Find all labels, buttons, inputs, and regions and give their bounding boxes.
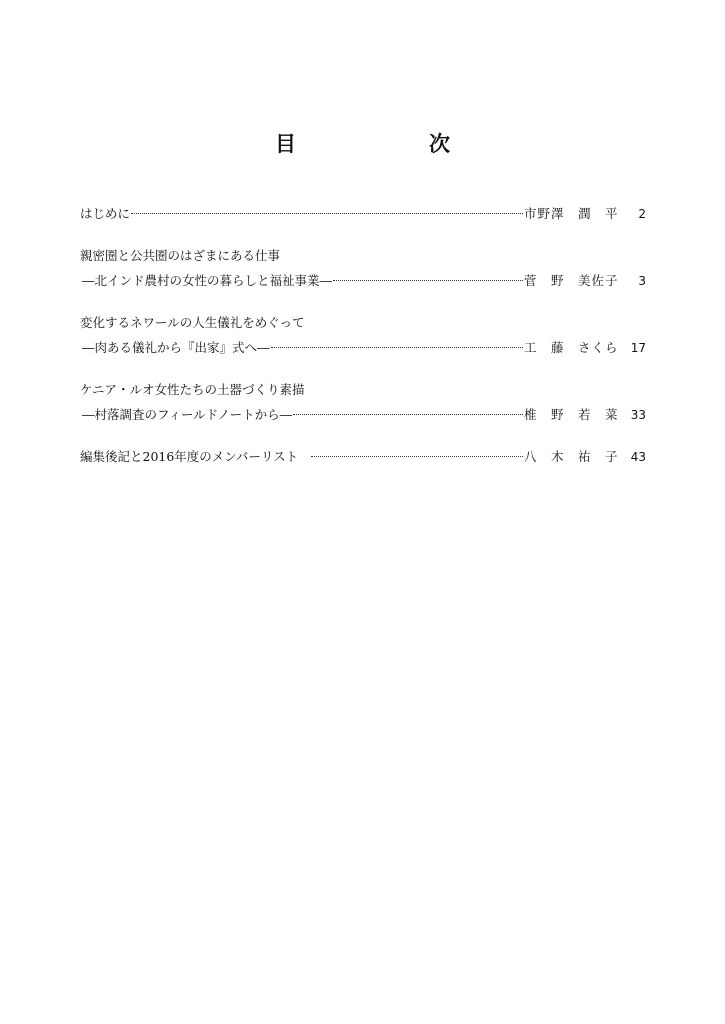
- toc-entry-subtitle: ―北インド農村の女性の暮らしと福祉事業―: [82, 273, 333, 288]
- page-title: 目 次: [275, 132, 506, 156]
- toc-entry-author: 椎 野 若 菜: [524, 407, 619, 422]
- dot-leader: [311, 456, 523, 457]
- toc-entry-subtitle: ―村落調査のフィールドノートから―: [82, 407, 293, 422]
- toc-entry-page-number: 33: [630, 408, 646, 422]
- toc-line[interactable]: [80, 338, 646, 358]
- table-of-contents: [80, 204, 646, 489]
- toc-entry-author: 市野澤 潤 平: [524, 206, 619, 221]
- toc-entry-page-number: 43: [630, 450, 646, 464]
- toc-line[interactable]: [80, 204, 646, 224]
- toc-entry-article: [80, 313, 646, 358]
- toc-line[interactable]: [80, 405, 646, 425]
- dot-leader: [271, 347, 523, 348]
- toc-entry-title: はじめに: [80, 206, 131, 221]
- toc-entry-author: 八 木 祐 子: [524, 449, 619, 464]
- toc-entry-page-number: 2: [638, 207, 646, 221]
- dot-leader: [333, 280, 523, 281]
- toc-entry-author: 工 藤 さくら: [524, 340, 619, 355]
- toc-entry-article: [80, 246, 646, 291]
- toc-entry-heading: 親密圏と公共圏のはざまにある仕事: [80, 248, 281, 263]
- toc-entry-heading: 変化するネワールの人生儀礼をめぐって: [80, 315, 305, 330]
- toc-entry-article: [80, 380, 646, 425]
- dot-leader: [131, 213, 523, 214]
- toc-entry-page-number: 17: [630, 341, 646, 355]
- toc-entry-heading: ケニア・ルオ女性たちの土器づくり素描: [80, 382, 305, 397]
- toc-entry-subtitle: ―肉ある儀礼から『出家』式へ―: [82, 340, 270, 355]
- dot-leader: [293, 414, 523, 415]
- toc-entry-title: 編集後記と2016年度のメンバーリスト: [80, 449, 299, 464]
- toc-entry-introduction: [80, 204, 646, 224]
- toc-entry-afterword: [80, 447, 646, 467]
- toc-entry-author: 菅 野 美佐子: [524, 273, 619, 288]
- toc-line[interactable]: [80, 271, 646, 291]
- toc-entry-page-number: 3: [638, 274, 646, 288]
- toc-line[interactable]: [80, 447, 646, 467]
